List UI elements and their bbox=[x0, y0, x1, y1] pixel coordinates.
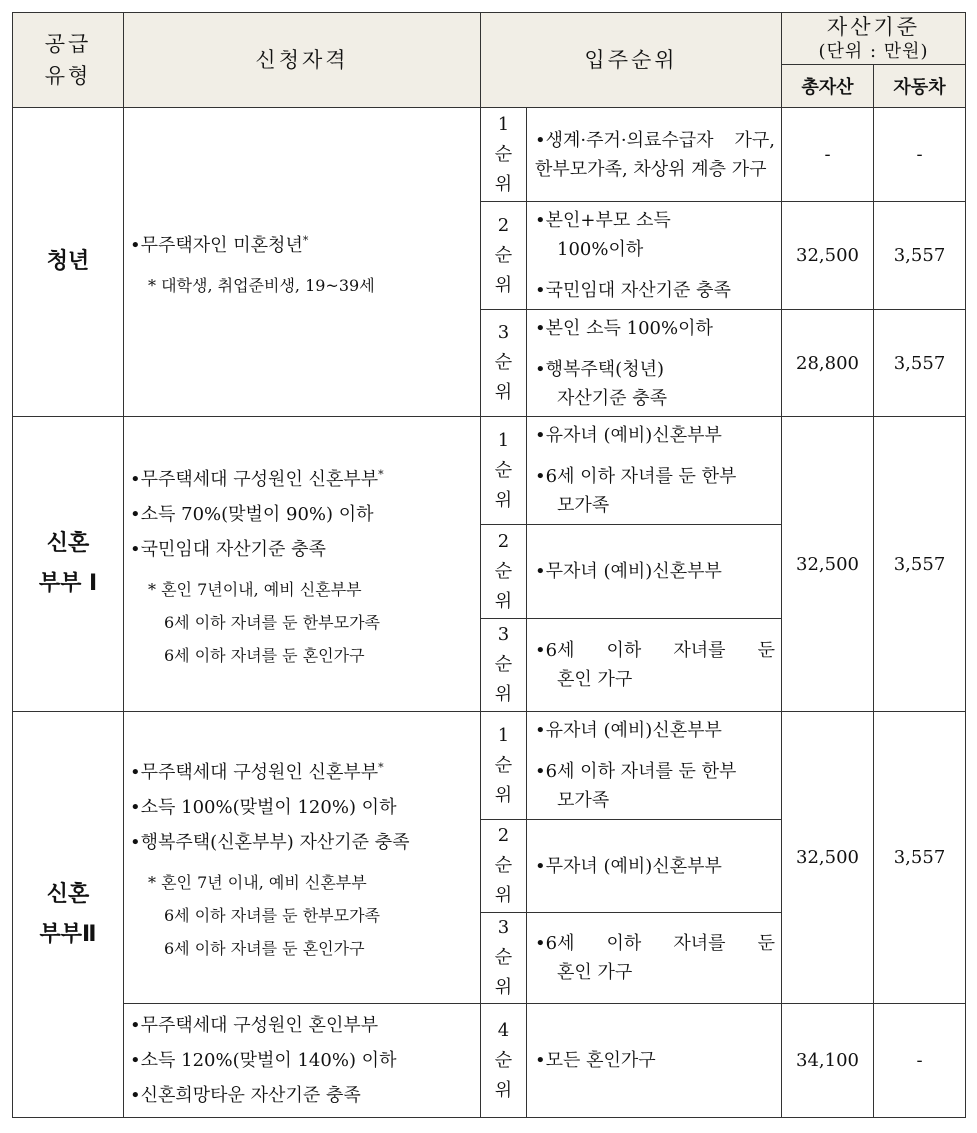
newlywed1-rank-3 bbox=[481, 619, 527, 712]
newlywed1-note: 6세 이하 자녀를 둔 한부모가족 bbox=[164, 612, 380, 632]
condition-item: •국민임대 자산기준 충족 bbox=[535, 280, 731, 301]
newlywed2-qualification bbox=[124, 712, 481, 1004]
newlywed1-rank-1 bbox=[481, 417, 527, 525]
rank-char: 위 bbox=[494, 590, 513, 612]
youth-rank-2-car: 3,557 bbox=[874, 202, 966, 310]
youth-rank-3 bbox=[481, 310, 527, 417]
newlywed2-qual-line: •무주택세대 구성원인 신혼부부 bbox=[130, 762, 379, 783]
newlywed1-type-line1: 신혼 bbox=[46, 531, 90, 556]
rank-number: 4 bbox=[497, 1019, 510, 1041]
youth-rank-3-condition bbox=[527, 310, 782, 417]
condition-item: •유자녀 (예비)신혼부부 bbox=[535, 720, 722, 741]
youth-rank-3-car: 3,557 bbox=[874, 310, 966, 417]
newlywed1-total: 32,500 bbox=[782, 417, 874, 712]
newlywed2-extra-qualification bbox=[124, 1004, 481, 1118]
youth-rank-2 bbox=[481, 202, 527, 310]
newlywed2-rank-4 bbox=[481, 1004, 527, 1118]
rank-char: 순 bbox=[494, 143, 513, 165]
rank-char: 위 bbox=[494, 1079, 513, 1101]
newlywed1-note: * 혼인 7년이내, 예비 신혼부부 bbox=[148, 579, 362, 599]
rank-char: 순 bbox=[494, 947, 513, 968]
youth-note: * 대학생, 취업준비생, 19~39세 bbox=[148, 275, 375, 295]
rank-char: 순 bbox=[494, 1049, 513, 1071]
rank-char: 순 bbox=[494, 754, 513, 776]
rank-number: 1 bbox=[497, 724, 510, 746]
rank-number: 2 bbox=[497, 825, 510, 846]
newlywed1-type-line2: 부부 I bbox=[38, 571, 98, 596]
newlywed2-rank-3-condition bbox=[527, 913, 782, 1004]
header-asset-criteria bbox=[782, 13, 966, 65]
rank-number: 3 bbox=[497, 917, 510, 938]
table-row bbox=[13, 1004, 966, 1118]
header-priority: 입주순위 bbox=[481, 13, 782, 108]
newlywed2-qual-line: •소득 100%(맞벌이 120%) 이하 bbox=[130, 797, 397, 818]
newlywed2-type-line2: 부부Ⅱ bbox=[39, 921, 97, 947]
header-asset-criteria-title: 자산기준 bbox=[826, 14, 921, 39]
rank-char: 위 bbox=[494, 173, 513, 195]
condition-item-cont: 혼인 가구 bbox=[557, 962, 633, 983]
newlywed1-rank-1-condition bbox=[527, 417, 782, 525]
rank-number: 3 bbox=[497, 322, 510, 343]
newlywed2-total: 32,500 bbox=[782, 712, 874, 1004]
newlywed2-rank-1 bbox=[481, 712, 527, 820]
youth-rank-1-total: - bbox=[782, 108, 874, 202]
condition-item-cont: 100%이하 bbox=[557, 239, 644, 260]
header-supply-type-line1: 공급 bbox=[44, 32, 92, 56]
header-supply-type-line2: 유형 bbox=[44, 64, 92, 88]
table-row bbox=[13, 712, 966, 820]
newlywed2-rank-4-total: 34,100 bbox=[782, 1004, 874, 1118]
eligibility-table-container bbox=[12, 12, 966, 1118]
newlywed1-qual-line: •국민임대 자산기준 충족 bbox=[130, 538, 326, 560]
newlywed2-rank-2 bbox=[481, 820, 527, 913]
newlywed2-qual-mark: * bbox=[378, 761, 384, 774]
rank-char: 위 bbox=[494, 274, 513, 296]
newlywed1-note: 6세 이하 자녀를 둔 혼인가구 bbox=[164, 645, 365, 665]
rank-number: 3 bbox=[497, 624, 510, 645]
condition-item: •본인+부모 소득 bbox=[535, 210, 671, 231]
rank-char: 순 bbox=[494, 352, 513, 373]
newlywed1-rank-2-condition bbox=[527, 525, 782, 619]
table-row bbox=[13, 417, 966, 525]
rank-char: 위 bbox=[494, 489, 513, 511]
newlywed2-qual-line: •행복주택(신혼부부) 자산기준 충족 bbox=[130, 832, 410, 853]
rank-char: 순 bbox=[494, 244, 513, 266]
newlywed2-note: 6세 이하 자녀를 둔 혼인가구 bbox=[164, 939, 365, 958]
condition-item: •행복주택(청년) bbox=[535, 358, 664, 380]
newlywed2-rank-3 bbox=[481, 913, 527, 1004]
condition-item: •유자녀 (예비)신혼부부 bbox=[535, 425, 722, 446]
condition-item: •본인 소득 100%이하 bbox=[535, 317, 713, 339]
newlywed1-qual-line: •무주택세대 구성원인 신혼부부 bbox=[130, 468, 379, 490]
youth-qualification bbox=[124, 108, 481, 417]
youth-rank-3-total: 28,800 bbox=[782, 310, 874, 417]
newlywed1-type bbox=[13, 417, 124, 712]
newlywed2-rank-4-car: - bbox=[874, 1004, 966, 1118]
condition-item: •6세 이하 자녀를 둔 bbox=[535, 640, 775, 661]
newlywed2-note: 6세 이하 자녀를 둔 한부모가족 bbox=[164, 906, 380, 925]
youth-type: 청년 bbox=[13, 108, 124, 417]
table-row bbox=[13, 108, 966, 202]
rank-number: 1 bbox=[497, 113, 510, 135]
newlywed2-extra-qual-line: •소득 120%(맞벌이 140%) 이하 bbox=[130, 1050, 397, 1071]
rank-number: 2 bbox=[497, 530, 510, 552]
youth-rank-2-total: 32,500 bbox=[782, 202, 874, 310]
newlywed1-qual-mark: * bbox=[378, 467, 384, 481]
youth-qual-line: •무주택자인 미혼청년 bbox=[130, 234, 303, 256]
condition-item-cont: 모가족 bbox=[557, 495, 610, 516]
condition-item-cont: 자산기준 충족 bbox=[557, 387, 668, 409]
rank-char: 위 bbox=[494, 382, 513, 403]
condition-item-cont: 모가족 bbox=[557, 790, 610, 811]
condition-item: •무자녀 (예비)신혼부부 bbox=[535, 855, 722, 877]
rank-char: 순 bbox=[494, 654, 513, 675]
newlywed2-car: 3,557 bbox=[874, 712, 966, 1004]
rank-char: 위 bbox=[494, 784, 513, 806]
newlywed1-rank-3-condition bbox=[527, 619, 782, 712]
newlywed2-type-line1: 신혼 bbox=[46, 881, 90, 907]
rank-char: 순 bbox=[494, 560, 513, 582]
rank-char: 위 bbox=[494, 977, 513, 998]
header-total-assets: 총자산 bbox=[782, 65, 874, 108]
rank-char: 위 bbox=[494, 684, 513, 705]
condition-item: •모든 혼인가구 bbox=[535, 1050, 656, 1071]
newlywed2-rank-1-condition bbox=[527, 712, 782, 820]
youth-rank-1-car: - bbox=[874, 108, 966, 202]
newlywed1-qual-line: •소득 70%(맞벌이 90%) 이하 bbox=[130, 503, 374, 525]
newlywed1-qualification bbox=[124, 417, 481, 712]
newlywed2-rank-4-condition bbox=[527, 1004, 782, 1118]
header-qualification: 신청자격 bbox=[124, 13, 481, 108]
condition-item: •무자녀 (예비)신혼부부 bbox=[535, 561, 722, 582]
rank-char: 위 bbox=[494, 885, 513, 906]
youth-rank-2-condition bbox=[527, 202, 782, 310]
condition-item: •6세 이하 자녀를 둔 한부 bbox=[535, 466, 737, 487]
condition-item-cont: 혼인 가구 bbox=[557, 669, 633, 690]
newlywed1-rank-2 bbox=[481, 525, 527, 619]
youth-qual-mark: * bbox=[302, 233, 309, 247]
newlywed2-note: * 혼인 7년 이내, 예비 신혼부부 bbox=[148, 873, 367, 892]
rank-number: 2 bbox=[497, 214, 510, 236]
rank-number: 1 bbox=[497, 429, 510, 451]
condition-item: •6세 이하 자녀를 둔 한부 bbox=[535, 761, 737, 782]
header-car: 자동차 bbox=[874, 65, 966, 108]
newlywed1-car: 3,557 bbox=[874, 417, 966, 712]
newlywed2-rank-2-condition bbox=[527, 820, 782, 913]
youth-rank-1 bbox=[481, 108, 527, 202]
rank-char: 순 bbox=[494, 459, 513, 481]
condition-item: •생계·주거·의료수급자 가구, 한부모가족, 차상위 계층 가구 bbox=[535, 129, 775, 180]
condition-item: •6세 이하 자녀를 둔 bbox=[535, 933, 775, 954]
youth-rank-1-condition bbox=[527, 108, 782, 202]
newlywed2-type bbox=[13, 712, 124, 1118]
rank-char: 순 bbox=[494, 855, 513, 876]
eligibility-table bbox=[12, 12, 966, 1118]
newlywed2-extra-qual-line: •무주택세대 구성원인 혼인부부 bbox=[130, 1015, 379, 1036]
header-supply-type bbox=[13, 13, 124, 108]
newlywed2-extra-qual-line: •신혼희망타운 자산기준 충족 bbox=[130, 1085, 361, 1106]
header-unit: (단위 : 만원) bbox=[818, 40, 929, 62]
